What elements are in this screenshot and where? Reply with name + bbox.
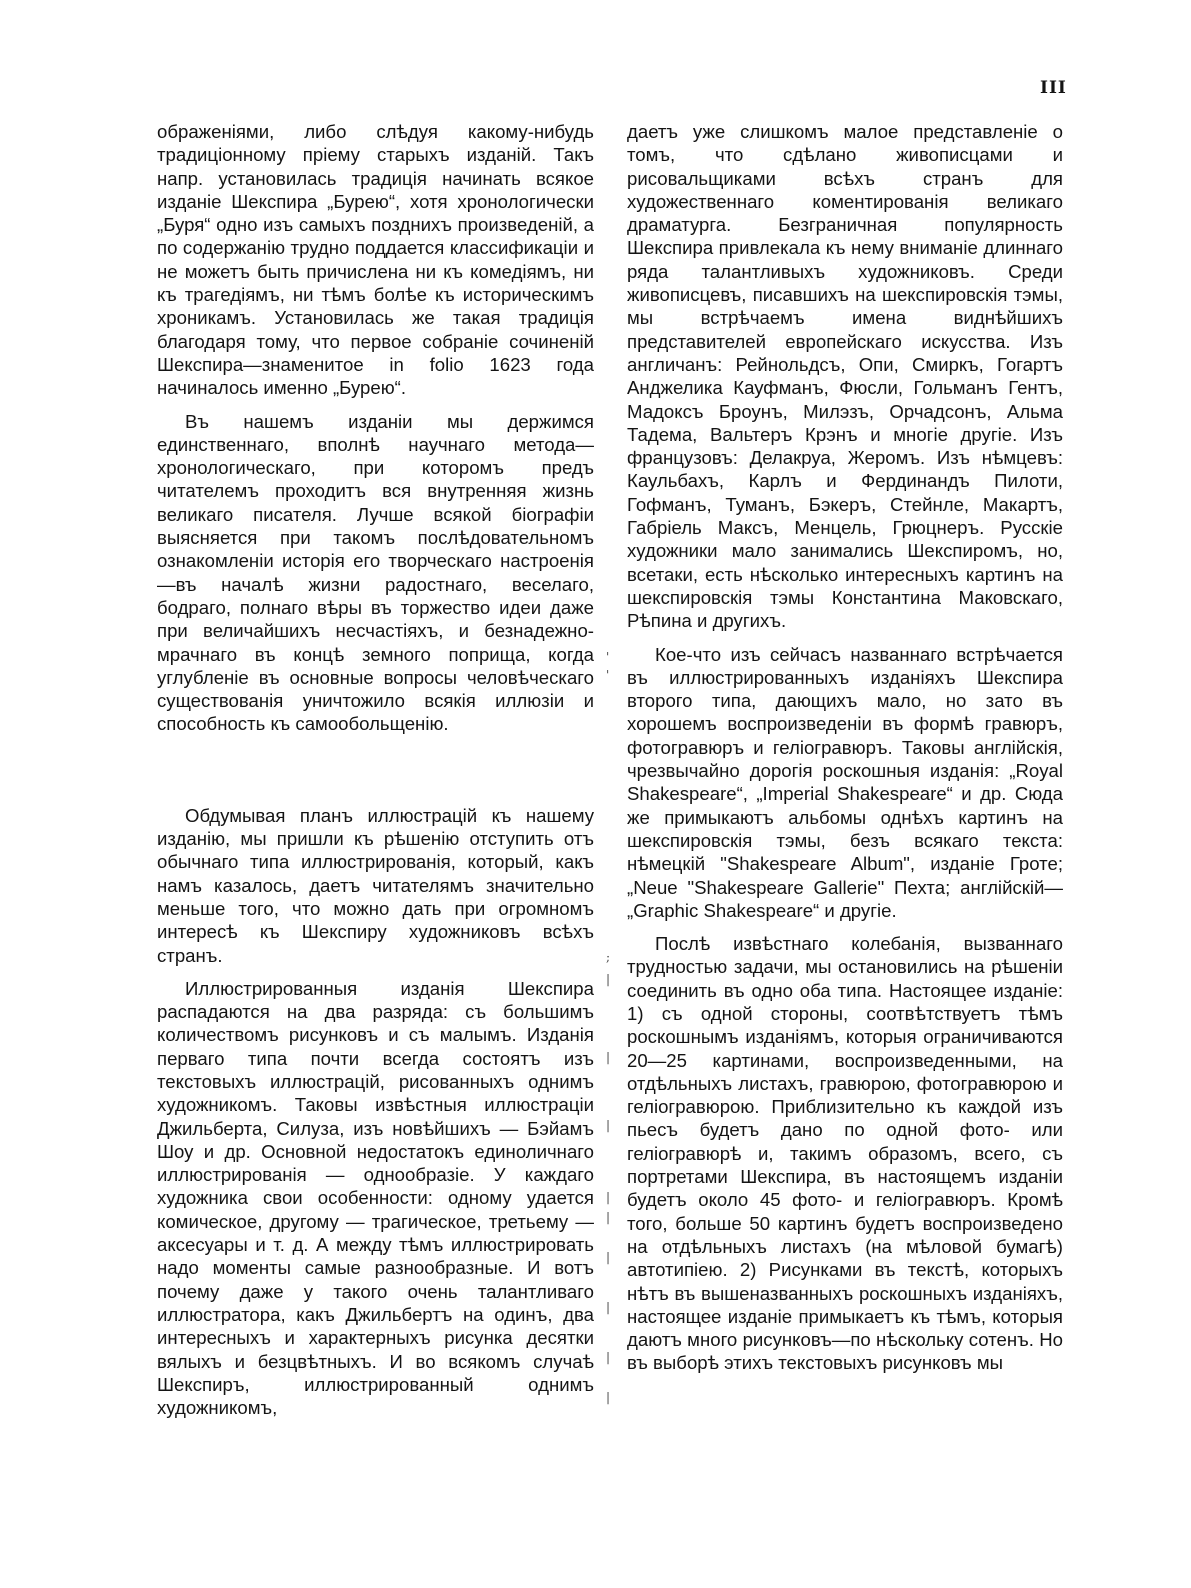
paragraph: Обдумывая планъ иллюстрацій къ нашему изданію, мы пришли къ рѣшенію отступить отъ обычнаго типа иллюстрированія, который, какъ намъ казалось, даетъ читателямъ значительно меньше того, что можно дать при огромномъ интересѣ къ Шекспиру художниковъ всѣхъ странъ. bbox=[157, 804, 594, 966]
section-break bbox=[157, 746, 594, 804]
page-number: III bbox=[1040, 78, 1067, 98]
left-column bbox=[157, 120, 594, 1429]
paragraph: даетъ уже слишкомъ малое представленіе о томъ, что сдѣлано живописцами и рисовальщиками всѣхъ странъ для художественнаго коментированія великаго драматурга. Безграничная популярность Шекспира привлекала къ нему вниманіе длиннаго ряда талантливыхъ художниковъ. Среди живописцевъ, писавшихъ на шекспировскія тэмы, мы встрѣчаемъ имена виднѣйшихъ представителей европейскаго искусства. Изъ англичанъ: Рейнольдсъ, Опи, Смиркъ, Гогартъ Анджелика Кауфманъ, Фюсли, Гольманъ Гентъ, Мадоксъ Броунъ, Милэзъ, Орчадсонъ, Альма Тадема, Вальтеръ Крэнъ и многіе другіе. Изъ французовъ: Делакруа, Жеромъ. Изъ нѣмцевъ: Каульбахъ, Карлъ и Фердинандъ Пилоти, Гофманъ, Туманъ, Бэкеръ, Стейнле, Макартъ, Габріель Максъ, Менцель, Грюцнеръ. Русскіе художники мало занимались Шекспиромъ, но, всетаки, есть нѣсколько интересныхъ картинъ на шекспировскія тэмы Константина Маковскаго, Рѣпина и другихъ. bbox=[627, 121, 1063, 632]
paragraph: Послѣ извѣстнаго колебанія, вызваннаго трудностью задачи, мы остановились на рѣшеніи соединить въ одно оба типа. Настоящее изданіе: 1) съ одной стороны, соотвѣтствуетъ тѣмъ роскошнымъ изданіямъ, которыя ограничиваются 20—25 картинами, воспроизведенными, на отдѣльныхъ листахъ, гравюрою, фотогравюрою и геліогравюрою. Приблизительно къ каждой изъ пьесъ будетъ дано по одной фото- или геліогравюрѣ и, такимъ образомъ, всего, съ портретами Шекспира, въ настоящемъ изданіи будетъ около 45 фото- и геліогравюръ. Кромѣ того, больше 50 картинъ будетъ воспроизведено на отдѣльныхъ листахъ (на мѣловой бумагѣ) автотипіею. 2) Рисунками въ текстѣ, которыхъ нѣтъ въ вышеназванныхъ роскошныхъ изданіяхъ, настоящее изданіе примыкаетъ къ тѣмъ, которыя даютъ много рисунковъ—по нѣскольку сотенъ. Но въ выборѣ этихъ текстовыхъ рисунковъ мы bbox=[627, 933, 1063, 1374]
paragraph: Кое-что изъ сейчасъ названнаго встрѣчается въ иллюстрированныхъ изданіяхъ Шекспира второго типа, дающихъ мало, но зато въ хорошемъ воспроизведеніи въ формѣ гравюръ, фотогравюръ и геліогравюръ. Таковы англійскія, чрезвычайно дорогія роскошныя изданія: „Royal Shakespeare“, „Imperial Shakespeare“ и др. Сюда же примыкаютъ альбомы однѣхъ картинъ на шекспировскія тэмы, безъ всякаго текста: нѣмецкій "Shakespeare Album", изданіе Гроте; „Neue "Shakespeare Gallerie" Пехта; англійскій—„Graphic Shakespeare“ и другіе. bbox=[627, 643, 1063, 921]
paragraph: Въ нашемъ изданіи мы держимся единственнаго, вполнѣ научнаго метода—хронологическаго, при которомъ предъ читателемъ проходитъ вся внутренняя жизнь великаго писателя. Лучше всякой біографіи выясняется при такомъ послѣдовательномъ ознакомленіи исторія его творческаго настроенія—въ началѣ жизни радостнаго, веселаго, бодраго, полнаго вѣры въ торжество идеи даже при величайшихъ несчастіяхъ, и безнадежно-мрачнаго въ концѣ земного поприща, когда углубленіе въ основные вопросы человѣческаго существованія уничтожило всякія иллюзіи и способность къ самообольщенію. bbox=[157, 410, 594, 735]
paragraph: Иллюстрированныя изданія Шекспира распадаются на два разряда: съ большимъ количествомъ рисунковъ и съ малымъ. Изданія перваго типа почти всегда состоятъ изъ текстовыхъ иллюстрацій, рисованныхъ однимъ художникомъ. Таковы извѣстныя иллюстраціи Джильберта, Силуза, изъ новѣйшихъ — Бэйамъ Шоу и др. Основной недостатокъ единоличнаго иллюстрированія — однообразіе. У каждаго художника свои особенности: одному удается комическое, другому — трагическое, третьему — аксесуары и т. д. А между тѣмъ иллюстрировать надо моменты самые разнообразные. И вотъ почему даже у такого очень талантливаго иллюстратора, какъ Джильбертъ на одинъ, два интересныхъ и характерныхъ рисунка десятки вялыхъ и безцвѣтныхъ. И во всякомъ случаѣ Шекспиръ, иллюстрированный однимъ художникомъ, bbox=[157, 977, 594, 1419]
column-divider-marks: ' ' ; | | | | | | | | | bbox=[606, 650, 611, 1404]
right-column bbox=[627, 120, 1063, 1385]
paragraph: ображеніями, либо слѣдуя какому-нибудь традиціонному пріему старыхъ изданій. Такъ напр. установилась традиція начинать всякое изданіе Шекспира „Бурею“, хотя хронологически „Буря“ одно изъ самыхъ позднихъ произведеній, а по содержанію трудно поддается классификаціи и не можетъ быть причислена ни къ комедіямъ, ни къ трагедіямъ, ни тѣмъ болѣе къ историческимъ хроникамъ. Установилась же такая традиція благодаря тому, что первое собраніе сочиненій Шекспира—знаменитое in folio 1623 года начиналось именно „Бурею“. bbox=[157, 121, 594, 399]
